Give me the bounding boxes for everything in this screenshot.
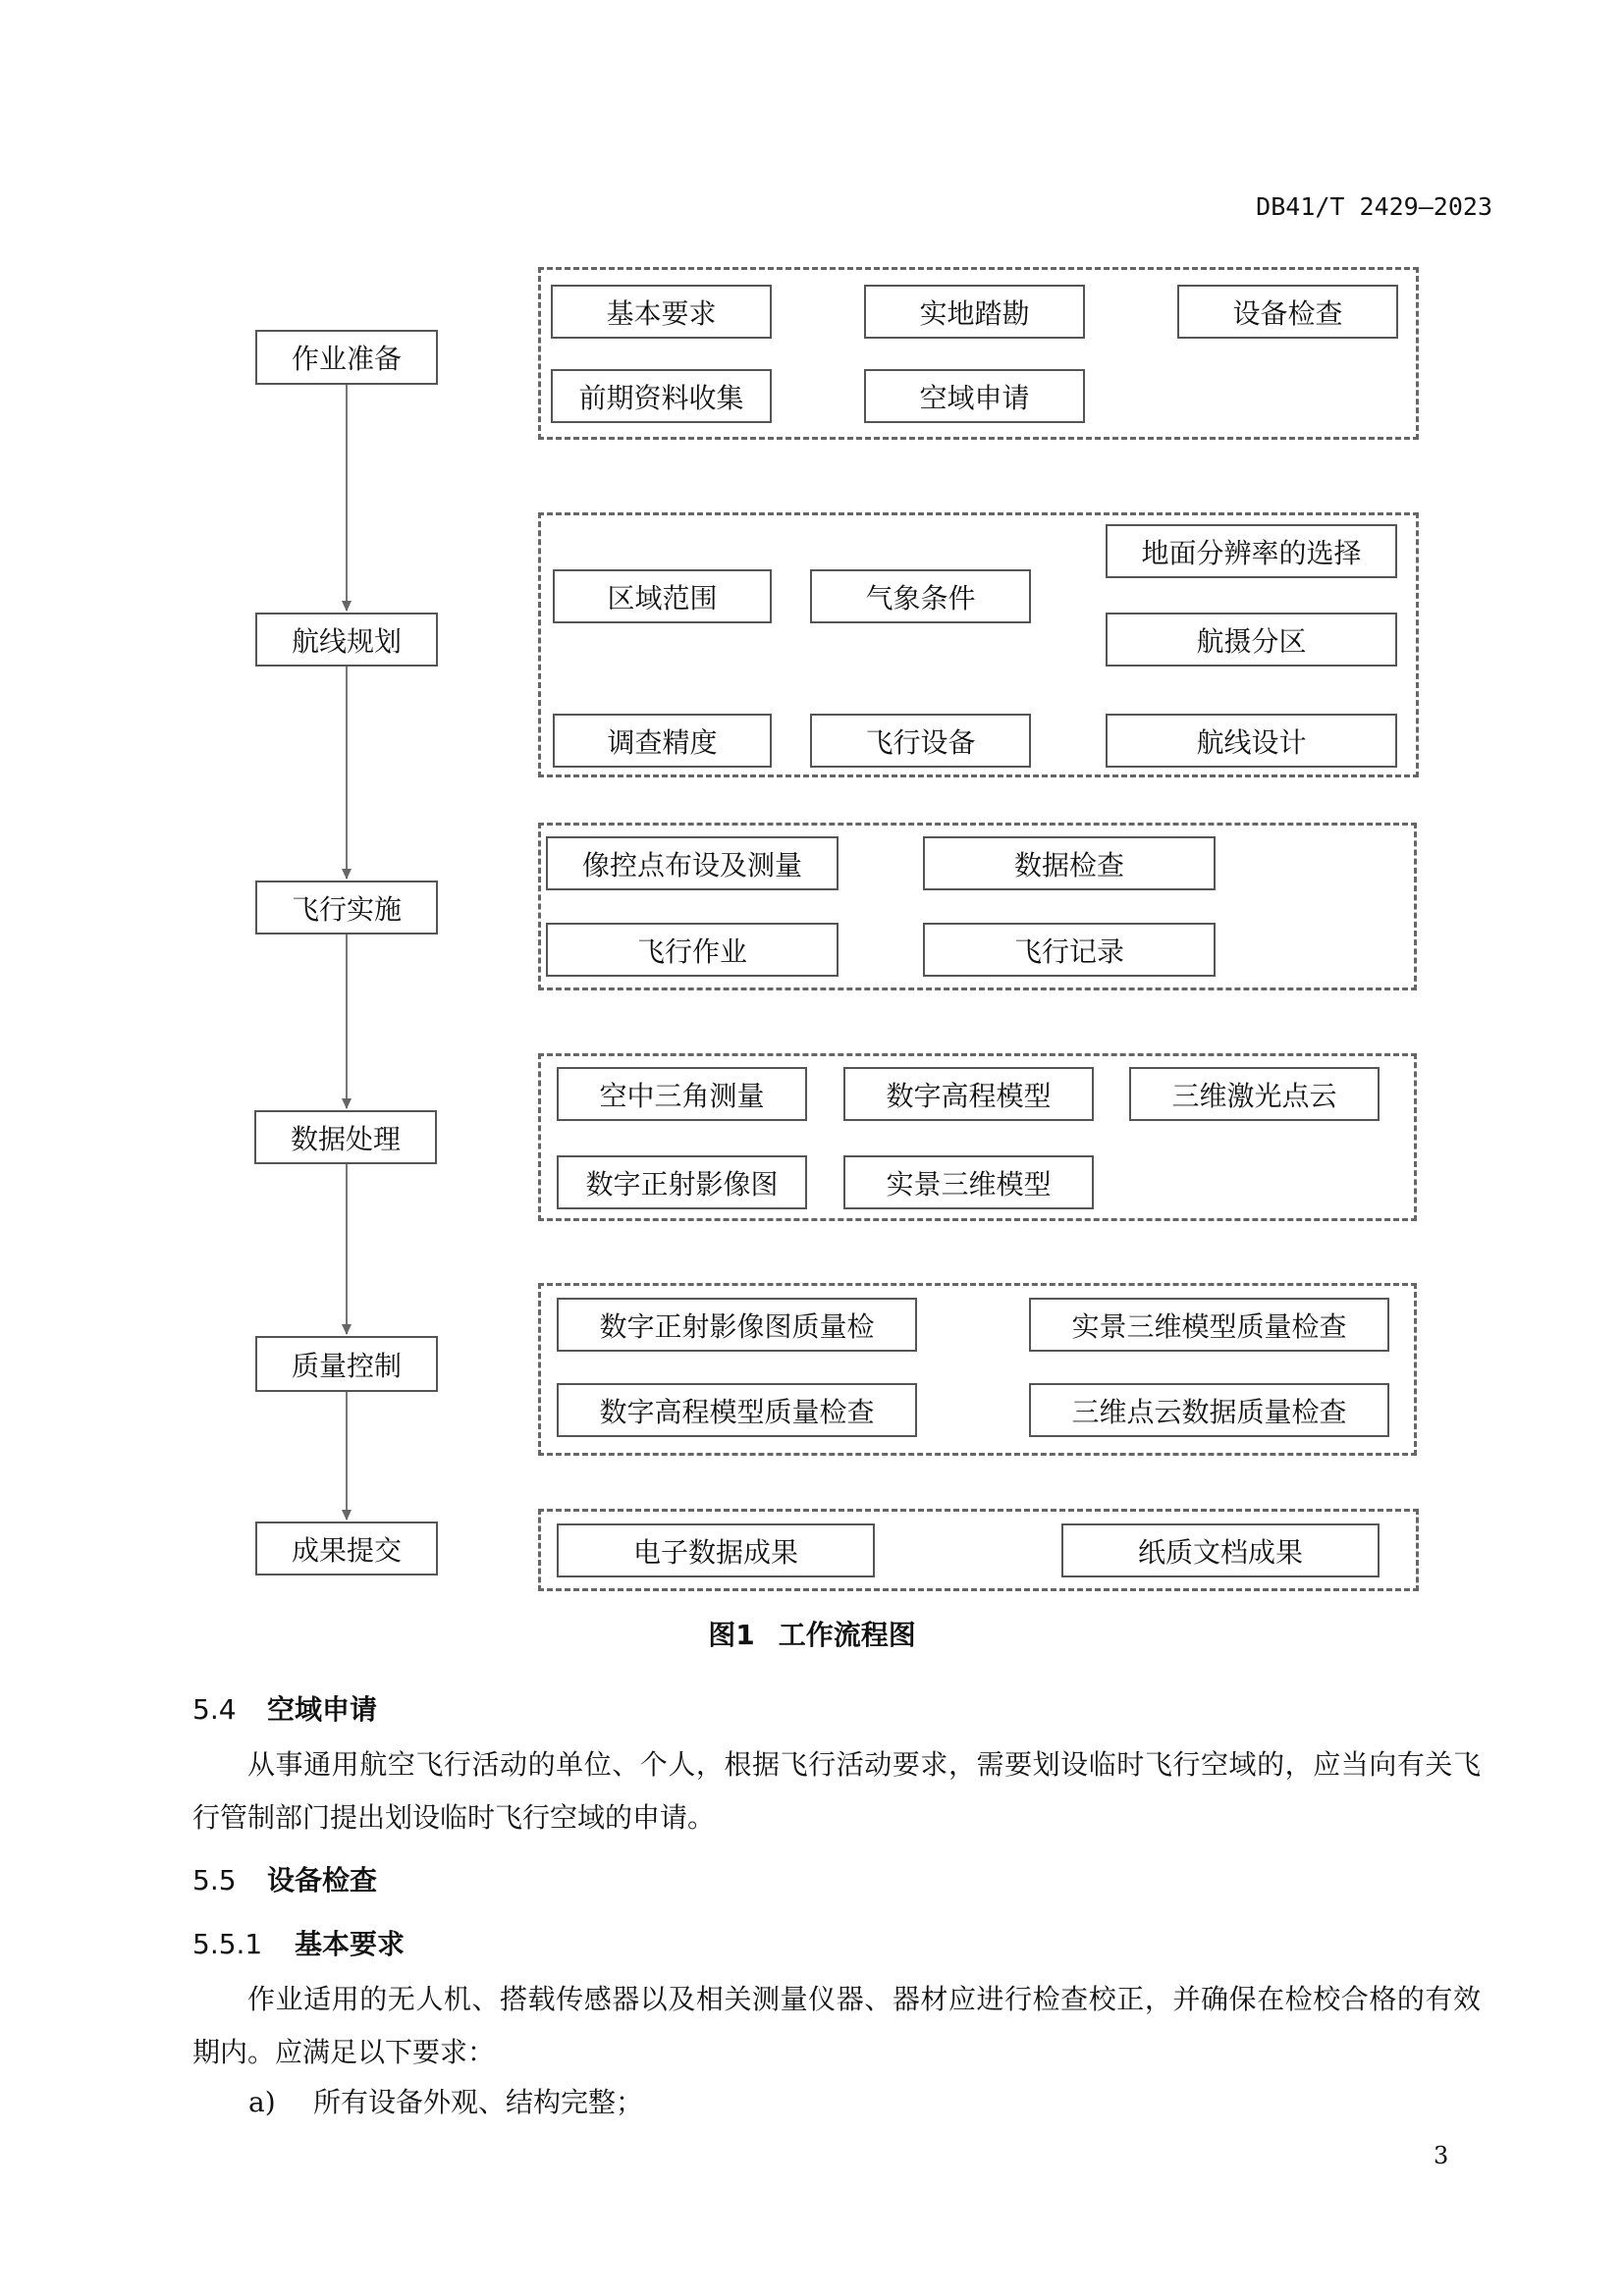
detail-box: 设备检查	[1177, 285, 1398, 339]
section-number: 5.5.1	[192, 1928, 263, 1960]
flow-step: 成果提交	[255, 1522, 438, 1575]
detail-box: 像控点布设及测量	[546, 836, 839, 890]
detail-box: 数字高程模型质量检查	[557, 1383, 917, 1437]
body-paragraph: 从事通用航空飞行活动的单位、个人，根据飞行活动要求，需要划设临时飞行空域的，应当向有关飞行管制部门提出划设临时飞行空域的申请。	[192, 1748, 1481, 1834]
detail-box: 数字正射影像图	[557, 1155, 807, 1209]
section-title: 基本要求	[295, 1928, 406, 1960]
section-title: 空域申请	[267, 1693, 378, 1726]
document-code: DB41/T 2429—2023	[1256, 192, 1492, 221]
detail-box: 实景三维模型	[843, 1155, 1094, 1209]
detail-box: 数字正射影像图质量检	[557, 1298, 917, 1352]
list-item	[248, 2081, 643, 2120]
detail-box: 基本要求	[551, 285, 772, 339]
detail-box: 实景三维模型质量检查	[1029, 1298, 1389, 1352]
section-heading	[192, 1688, 377, 1728]
detail-box: 飞行作业	[546, 923, 839, 977]
detail-box: 实地踏勘	[864, 285, 1085, 339]
body-paragraph: 作业适用的无人机、搭载传感器以及相关测量仪器、器材应进行检查校正，并确保在检校合格的有效期内。应满足以下要求：	[192, 1983, 1481, 2068]
detail-box: 地面分辨率的选择	[1106, 524, 1397, 578]
flow-step: 数据处理	[254, 1110, 437, 1164]
section-heading	[192, 1859, 377, 1898]
detail-box: 纸质文档成果	[1061, 1523, 1380, 1577]
detail-box: 前期资料收集	[551, 369, 772, 423]
detail-box: 三维激光点云	[1129, 1067, 1380, 1121]
figure-caption	[0, 1614, 1624, 1653]
list-marker: a)	[248, 2086, 276, 2118]
detail-box: 电子数据成果	[557, 1523, 875, 1577]
detail-box: 航摄分区	[1106, 613, 1397, 667]
detail-box: 飞行记录	[923, 923, 1216, 977]
figure-caption-number: 图1	[708, 1619, 755, 1651]
detail-box: 三维点云数据质量检查	[1029, 1383, 1389, 1437]
detail-box: 区域范围	[553, 569, 772, 623]
detail-box: 调查精度	[553, 714, 772, 768]
flow-step: 质量控制	[255, 1336, 438, 1392]
subsection-heading	[192, 1923, 405, 1962]
flow-step: 飞行实施	[255, 881, 438, 934]
section-number: 5.5	[192, 1864, 237, 1896]
flow-step: 作业准备	[255, 330, 438, 385]
detail-box: 飞行设备	[810, 714, 1031, 768]
detail-box: 数据检查	[923, 836, 1216, 890]
detail-box: 航线设计	[1106, 714, 1397, 768]
detail-box: 空中三角测量	[557, 1067, 807, 1121]
section-number: 5.4	[192, 1693, 237, 1726]
detail-box: 空域申请	[864, 369, 1085, 423]
list-text: 所有设备外观、结构完整；	[313, 2086, 644, 2118]
flow-step: 航线规划	[255, 613, 438, 667]
section-title: 设备检查	[267, 1864, 378, 1896]
detail-box: 数字高程模型	[843, 1067, 1094, 1121]
figure-caption-title: 工作流程图	[778, 1619, 916, 1651]
page-number: 3	[1434, 2142, 1449, 2169]
detail-box: 气象条件	[810, 569, 1031, 623]
